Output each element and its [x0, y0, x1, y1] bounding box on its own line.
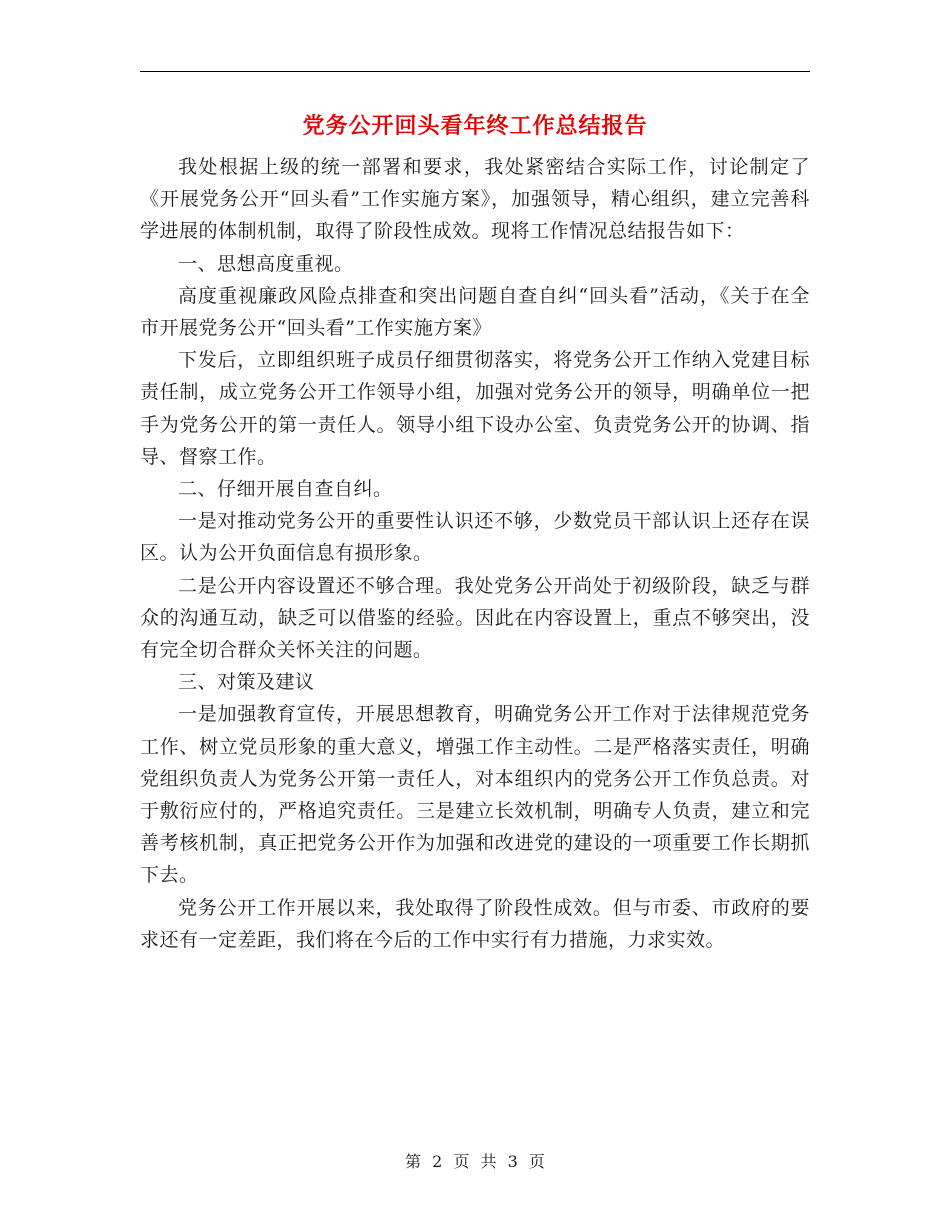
heading-section-2: 二、仔细开展自查自纠。	[178, 478, 393, 501]
document-body	[140, 151, 810, 956]
heading-section-3: 三、对策及建议	[178, 671, 315, 694]
document-title: 党务公开回头看年终工作总结报告	[302, 113, 648, 139]
paragraph-section-3: 一是加强教育宣传，开展思想教育，明确党务公开工作对于法律规范党务工作、树立党员形象的重大意义，增强工作主动性。二是严格落实责任，明确党组织负责人为党务公开第一责任人，对本组织内的党务公开工作负总责。对于敷衍应付的，严格追究责任。三是建立长效机制，明确专人负责，建立和完善考核机制，真正把党务公开作为加强和改进党的建设的一项重要工作长期抓下去。	[140, 703, 810, 887]
page-number: 第 2 页 共 3 页	[405, 1152, 545, 1171]
paragraph-section-2-b: 二是公开内容设置还不够合理。我处党务公开尚处于初级阶段，缺乏与群众的沟通互动，缺乏可以借鉴的经验。因此在内容设置上，重点不够突出，没有完全切合群众关怀关注的问题。	[140, 574, 810, 662]
header-rule	[140, 71, 810, 72]
heading-section-1: 一、思想高度重视。	[178, 252, 354, 275]
paragraph-section-1-a: 高度重视廉政风险点排查和突出问题自查自纠“回头看”活动，《关于在全市开展党务公开“回头看”工作实施方案》	[140, 284, 810, 340]
paragraph-section-2-a: 一是对推动党务公开的重要性认识还不够，少数党员干部认识上还存在误区。认为公开负面信息有损形象。	[140, 510, 810, 565]
paragraph-intro: 我处根据上级的统一部署和要求，我处紧密结合实际工作，讨论制定了《开展党务公开“回头看”工作实施方案》，加强领导，精心组织，建立完善科学进展的体制机制，取得了阶段性成效。现将工作情况总结报告如下：	[140, 156, 810, 243]
paragraph-section-1-b: 下发后，立即组织班子成员仔细贯彻落实，将党务公开工作纳入党建目标责任制，成立党务公开工作领导小组，加强对党务公开的领导，明确单位一把手为党务公开的第一责任人。领导小组下设办公室、负责党务公开的协调、指导、督察工作。	[140, 349, 810, 468]
paragraph-conclusion: 党务公开工作开展以来，我处取得了阶段性成效。但与市委、市政府的要求还有一定差距，我们将在今后的工作中实行有力措施，力求实效。	[140, 896, 810, 951]
